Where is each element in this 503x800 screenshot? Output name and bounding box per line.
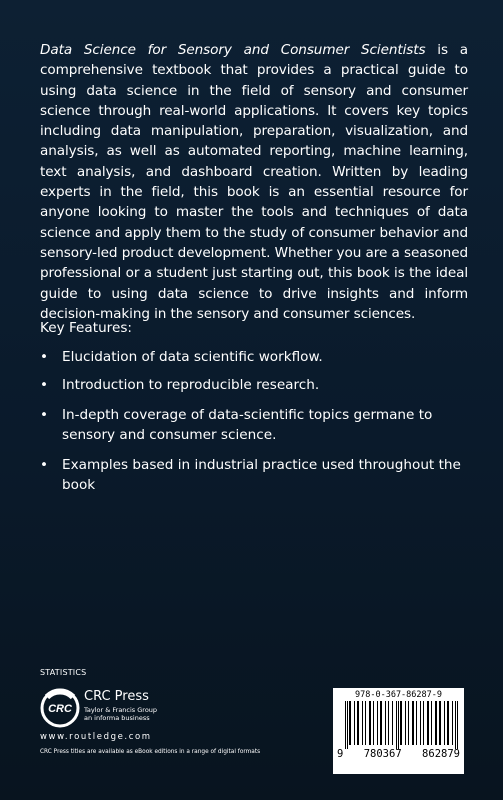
barcode-bar (377, 701, 378, 745)
bullet-icon: • (40, 457, 49, 473)
barcode-guard-bar (396, 701, 397, 749)
barcode-bar (452, 701, 453, 745)
barcode-bar (357, 701, 359, 745)
barcode-bar (405, 701, 406, 745)
barcode-bar (412, 701, 414, 745)
publisher-group: Taylor & Francis Group (84, 706, 158, 714)
isbn-digits (337, 748, 460, 760)
isbn-digit-first: 9 (337, 748, 344, 760)
list-item: • In-depth coverage of data-scientific topics germane to sensory and consumer science. (40, 407, 433, 443)
crc-logo-icon (40, 688, 80, 728)
bullet-icon: • (40, 349, 49, 365)
barcode-bar (369, 701, 371, 745)
barcode-bar (447, 701, 449, 745)
isbn-digits-left: 780367 (363, 748, 402, 760)
list-item: • Examples based in industrial practice used throughout the book (40, 457, 461, 493)
list-item: • Elucidation of data scientific workflow. (40, 349, 323, 365)
isbn-barcode (333, 688, 464, 774)
key-features-heading: Key Features: (40, 320, 132, 336)
barcode-guard-bar (398, 701, 399, 749)
barcode-bar (435, 701, 437, 745)
logo-text: CRC (48, 703, 72, 715)
barcode-guard-bar (345, 701, 346, 749)
ebook-note: CRC Press titles are available as eBook editions in a range of digital formats (40, 749, 261, 755)
barcode-bar (423, 701, 424, 745)
barcode-bar (400, 701, 402, 745)
barcode-bar (354, 701, 355, 745)
publisher-url: www.routledge.com (40, 732, 152, 742)
barcode-bar (373, 701, 374, 745)
barcode-bar (416, 701, 417, 745)
barcode-bar (408, 701, 409, 745)
bullet-icon: • (40, 407, 49, 423)
barcode-bar (392, 701, 393, 745)
isbn-digits-right: 862879 (422, 748, 460, 760)
barcode-bar (444, 701, 445, 745)
barcode-bar (439, 701, 441, 745)
barcode-bar (431, 701, 432, 745)
key-features-list (40, 340, 468, 495)
barcode-bars (337, 701, 460, 749)
book-title: Data Science for Sensory and Consumer Scientists (40, 42, 426, 58)
barcode-bar (365, 701, 366, 745)
barcode-guard-bar (457, 701, 458, 749)
subject-category: STATISTICS (40, 668, 87, 677)
barcode-bar (380, 701, 382, 745)
barcode-guard-bar (455, 701, 456, 749)
bullet-icon: • (40, 377, 49, 393)
barcode-guard-bar (347, 701, 348, 749)
barcode-bar (427, 701, 429, 745)
barcode-bar (362, 701, 363, 745)
book-description (40, 40, 468, 324)
barcode-bar (385, 701, 386, 745)
barcode-bar (388, 701, 389, 745)
list-item: • Introduction to reproducible research. (40, 377, 320, 393)
description-text: is a comprehensive textbook that provides a practical guide to using data science in the field of sensory and consumer science through real-world applications. It covers key topics including data manipulation, preparation, visualization, and analysis, as well as automated reporting, machine learning, text analysis, and dashboard creation. Written by leading experts in the field, this book is an essential resource for anyone looking to master the tools and techniques of data science and apply them to the study of consumer behavior and sensory-led product development. Whether you are a seasoned professional or a student just starting out, this book is the ideal guide to using data science to drive insights and inform decision-making in the sensory and consumer sciences. (40, 42, 468, 322)
publisher-business: an informa business (84, 714, 150, 722)
publisher-name: CRC Press (84, 689, 149, 704)
isbn-text: 978-0-367-86287-9 (355, 690, 442, 700)
barcode-bar (349, 701, 351, 745)
barcode-bar (420, 701, 421, 745)
